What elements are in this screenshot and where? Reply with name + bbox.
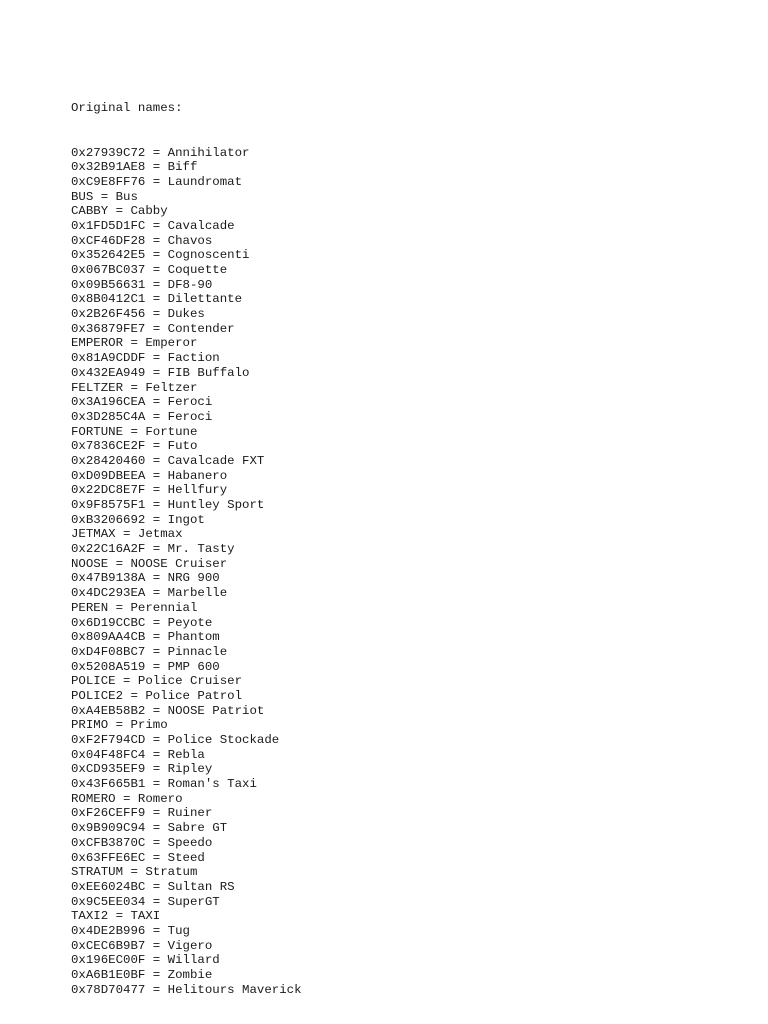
name-mapping-line: 0x43F665B1 = Roman's Taxi <box>71 777 257 792</box>
name-mapping-line: 0xCD935EF9 = Ripley <box>71 762 213 777</box>
name-mapping-line: 0x9F8575F1 = Huntley Sport <box>71 498 265 512</box>
name-mapping-line: 0x3D285C4A = Feroci <box>71 409 213 424</box>
name-mapping-line: 0xC9E8FF76 = Laundromat <box>71 174 243 189</box>
name-mapping-line: POLICE2 = Police Patrol <box>71 688 243 703</box>
name-mapping-line: 0xB3206692 = Ingot <box>71 512 205 527</box>
name-mapping-line: 0x27939C72 = Annihilator <box>71 145 250 160</box>
name-mapping-line: 0x352642E5 = Cognoscenti <box>71 248 250 263</box>
name-mapping-line: 0x04F48FC4 = Rebla <box>71 747 205 762</box>
name-mapping-line: 0xF26CEFF9 = Ruiner <box>71 806 213 821</box>
name-mapping-line: 0x78D70477 = Helitours Maverick <box>71 982 302 997</box>
name-mapping-line: CABBY = Cabby <box>71 204 168 219</box>
name-mapping-line: FORTUNE = Fortune <box>71 424 198 439</box>
name-mapping-line: 0x067BC037 = Coquette <box>71 263 228 277</box>
name-mapping-line: 0x47B9138A = NRG 900 <box>71 571 220 586</box>
name-mapping-line: 0xF2F794CD = Police Stockade <box>71 733 280 747</box>
name-mapping-line: PEREN = Perennial <box>71 600 198 615</box>
name-mapping-line: 0x196EC00F = Willard <box>71 953 220 968</box>
name-mapping-line: 0x3A196CEA = Feroci <box>71 395 213 410</box>
name-mapping-line: 0x4DE2B996 = Tug <box>71 923 190 938</box>
document-heading: Original names: <box>71 101 183 116</box>
name-mapping-line: 0x809AA4CB = Phantom <box>71 630 220 645</box>
name-mapping-line: TAXI2 = TAXI <box>71 909 161 924</box>
name-mapping-line: 0x7836CE2F = Futo <box>71 439 198 454</box>
name-mapping-line: 0x1FD5D1FC = Cavalcade <box>71 218 235 233</box>
name-mapping-line: 0x9B909C94 = Sabre GT <box>71 821 228 836</box>
name-mapping-line: 0x22DC8E7F = Hellfury <box>71 483 228 498</box>
name-mapping-line: 0xCF46DF28 = Chavos <box>71 233 213 248</box>
name-mapping-line: POLICE = Police Cruiser <box>71 674 243 689</box>
name-mapping-line: 0x36879FE7 = Contender <box>71 321 235 336</box>
name-mapping-line: 0x6D19CCBC = Peyote <box>71 615 213 630</box>
name-mapping-line: PRIMO = Primo <box>71 718 168 733</box>
name-mapping-line: 0xCEC6B9B7 = Vigero <box>71 938 213 953</box>
name-mapping-line: 0xA6B1E0BF = Zombie <box>71 968 213 982</box>
name-mapping-line: 0xEE6024BC = Sultan RS <box>71 879 235 894</box>
name-mapping-line: FELTZER = Feltzer <box>71 380 198 395</box>
name-mapping-line: 0x63FFE6EC = Steed <box>71 850 205 865</box>
name-mapping-line: ROMERO = Romero <box>71 791 183 806</box>
name-mapping-list <box>71 146 302 998</box>
name-mapping-line: 0x4DC293EA = Marbelle <box>71 586 228 601</box>
name-mapping-line: EMPEROR = Emperor <box>71 336 198 351</box>
name-mapping-line: 0x09B56631 = DF8-90 <box>71 277 213 292</box>
name-mapping-line: 0xCFB3870C = Speedo <box>71 835 213 850</box>
name-mapping-line: 0x9C5EE034 = SuperGT <box>71 894 220 909</box>
name-mapping-line: JETMAX = Jetmax <box>71 527 183 542</box>
document-body <box>71 72 302 1012</box>
name-mapping-line: 0x22C16A2F = Mr. Tasty <box>71 542 235 557</box>
name-mapping-line: 0x32B91AE8 = Biff <box>71 160 198 175</box>
name-mapping-line: 0x432EA949 = FIB Buffalo <box>71 365 250 380</box>
name-mapping-line: NOOSE = NOOSE Cruiser <box>71 556 228 571</box>
name-mapping-line: 0xA4EB58B2 = NOOSE Patriot <box>71 703 265 718</box>
name-mapping-line: 0xD09DBEEA = Habanero <box>71 468 228 483</box>
name-mapping-line: BUS = Bus <box>71 189 138 204</box>
name-mapping-line: 0x2B26F456 = Dukes <box>71 307 205 322</box>
name-mapping-line: 0x28420460 = Cavalcade FXT <box>71 453 265 468</box>
name-mapping-line: 0x8B0412C1 = Dilettante <box>71 292 243 307</box>
name-mapping-line: 0x5208A519 = PMP 600 <box>71 659 220 674</box>
name-mapping-line: 0xD4F08BC7 = Pinnacle <box>71 644 228 659</box>
name-mapping-line: STRATUM = Stratum <box>71 865 198 880</box>
name-mapping-line: 0x81A9CDDF = Faction <box>71 351 220 366</box>
